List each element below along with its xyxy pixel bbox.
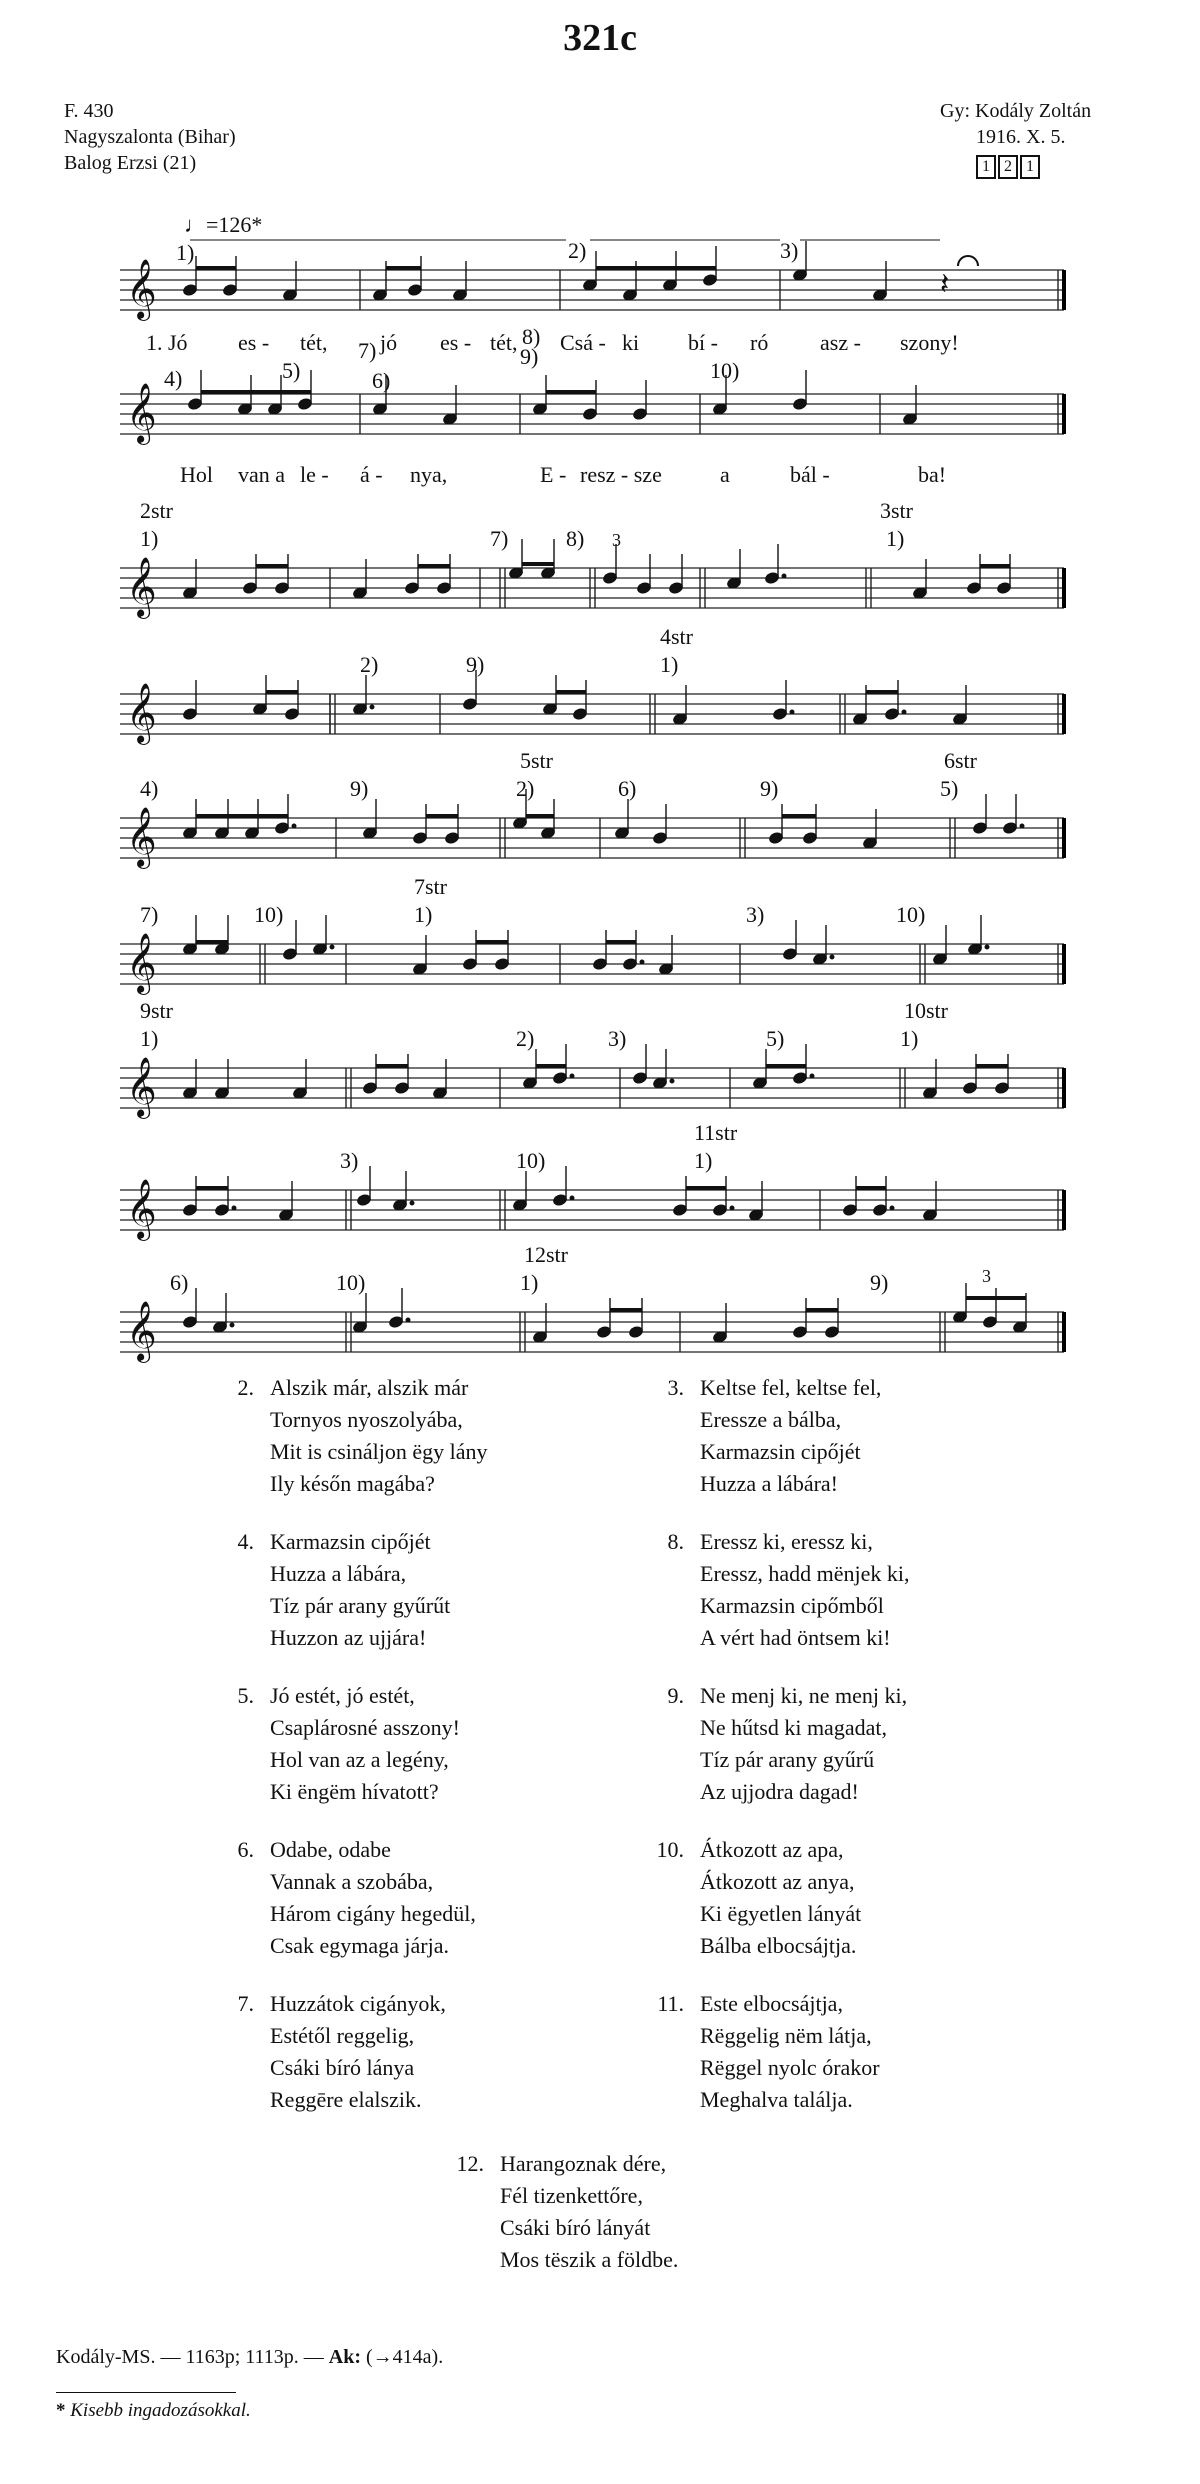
lyric-syllable: resz - sze [580, 462, 662, 487]
verse-line: Rëggelig nëm látja, [700, 2023, 872, 2048]
triplet-mark: 3 [612, 530, 621, 550]
lyric-syllable: 1. Jó [146, 330, 188, 355]
collection-date: 1916. X. 5. [976, 126, 1066, 148]
verse-line: Ki ëgyetlen lányát [700, 1901, 862, 1926]
collection-place: Nagyszalonta (Bihar) [64, 126, 236, 148]
final-bar [1062, 1068, 1066, 1108]
verse-line: Ki ëngëm hívatott? [270, 1779, 439, 1804]
verse-block [640, 1834, 1060, 1974]
variant-label: 6str [944, 748, 977, 773]
lyric-syllable: es - [238, 330, 270, 355]
verse-line: Keltse fel, keltse fel, [700, 1375, 882, 1400]
variant-label: 2str [140, 498, 173, 523]
lyric-syllable: Csá - [560, 330, 606, 355]
cadence-mark: 1 [1020, 155, 1040, 179]
verse-line: Jó estét, jó estét, [270, 1683, 415, 1708]
lyric-syllable: nya, [410, 462, 448, 487]
verse-line: Reggēre elalszik. [270, 2087, 422, 2112]
note-dot [410, 1201, 414, 1205]
performer: Balog Erzsi (21) [64, 152, 197, 174]
rest-icon: 𝄽 [940, 267, 950, 302]
cadence-mark: 2 [998, 155, 1018, 179]
section-mark: 9) [760, 776, 779, 801]
section-mark: 1) [520, 1270, 539, 1295]
section-mark: 1) [140, 526, 159, 551]
section-mark: 4) [140, 776, 159, 801]
verse-line: Tornyos nyoszolyába, [270, 1407, 463, 1432]
verse-line: Harangoznak dére, [500, 2151, 667, 2176]
note-dot [830, 955, 834, 959]
note-dot [1020, 824, 1024, 828]
section-mark: 6) [170, 1270, 189, 1295]
verse-line: Eressz, hadd mënjek ki, [700, 1561, 910, 1586]
note-dot [640, 960, 644, 964]
lyric-syllable: van a [238, 462, 286, 487]
verse-line: Ily későn magába? [270, 1471, 435, 1496]
section-mark: 1) [660, 652, 679, 677]
variant-label: 10str [904, 998, 948, 1023]
verse-line: Huzza a lábára! [700, 1471, 839, 1496]
lyric-syllable: bí - [688, 330, 718, 355]
treble-clef-icon: 𝄞 [126, 807, 157, 867]
staff-lines [120, 270, 1066, 1352]
section-mark: 2) [568, 238, 587, 263]
note-dot [230, 1323, 234, 1327]
collection-number: F. 430 [64, 100, 114, 122]
section-mark: 6) [618, 776, 637, 801]
section-mark: 1) [176, 240, 195, 265]
verse-line: Eressz ki, eressz ki, [700, 1529, 873, 1554]
final-bar [1062, 394, 1066, 434]
section-mark: 10) [254, 902, 284, 927]
verse-number: 4. [237, 1529, 254, 1554]
section-mark: 9) [466, 652, 485, 677]
verse-line: Csak egymaga járja. [270, 1933, 449, 1958]
section-mark: 5) [940, 776, 959, 801]
verse-line: Tíz pár arany gyűrűt [270, 1593, 451, 1618]
collector-info [940, 98, 1091, 179]
cadence-marks [940, 152, 1091, 179]
variant-label: 7str [414, 874, 447, 899]
verse-number: 6. [237, 1837, 254, 1862]
verse-line: Csáki bíró lányát [500, 2215, 651, 2240]
source-ak: Ak: [328, 2346, 362, 2368]
section-mark: 8) [566, 526, 585, 551]
verse-line: Átkozott az anya, [700, 1869, 855, 1894]
section-mark: 6) [372, 368, 391, 393]
note-dot [570, 1074, 574, 1078]
section-mark: 5) [282, 358, 301, 383]
section-mark: 2) [516, 1026, 535, 1051]
section-mark: 1) [900, 1026, 919, 1051]
note-dot [670, 1079, 674, 1083]
treble-clef-icon: 𝄞 [126, 933, 157, 993]
section-mark: 3) [608, 1026, 627, 1051]
section-mark: 7) [358, 338, 377, 363]
lyric-syllable: E - [540, 462, 567, 487]
treble-clef-icon: 𝄞 [126, 557, 157, 617]
section-mark: 10) [710, 358, 740, 383]
treble-clef-icon: 𝄞 [126, 1057, 157, 1117]
variant-label: 4str [660, 624, 693, 649]
section-mark: 5) [766, 1026, 785, 1051]
verse-line: Csaplárosné asszony! [270, 1715, 461, 1740]
section-mark: 3) [340, 1148, 359, 1173]
page-title: 321c [563, 17, 637, 59]
footnote-divider [56, 2392, 236, 2393]
verse-block [640, 1526, 1060, 1666]
verse-line: Hol van az a legény, [270, 1747, 449, 1772]
section-mark: 1) [140, 1026, 159, 1051]
verse-number: 8. [667, 1529, 684, 1554]
verse-line: Tíz pár arany gyűrű [700, 1747, 875, 1772]
verse-line: A vért had öntsem ki! [700, 1625, 891, 1650]
section-mark: 9) [520, 344, 539, 369]
section-mark: 9) [350, 776, 369, 801]
variant-label: 9str [140, 998, 173, 1023]
section-mark: 7) [140, 902, 159, 927]
note-dot [730, 1206, 734, 1210]
section-mark: 10) [896, 902, 926, 927]
section-mark: 3) [780, 238, 799, 263]
note-dot [810, 1074, 814, 1078]
verse-line: Bálba elbocsájtja. [700, 1933, 857, 1958]
footnote [56, 2400, 251, 2422]
lyric-syllable: es - [440, 330, 472, 355]
final-bar [1062, 1312, 1066, 1352]
lyric-syllable: á - [360, 462, 383, 487]
note-dot [292, 824, 296, 828]
variant-label: 12str [524, 1242, 568, 1267]
verse-line: Karmazsin cipőmből [700, 1593, 884, 1618]
verse-block [640, 1988, 1060, 2128]
verse-line: Mos tëszik a földbe. [500, 2247, 679, 2272]
section-mark: 1) [886, 526, 905, 551]
verse-block [210, 1680, 630, 1820]
note-dot [985, 945, 989, 949]
verse-line: Rëggel nyolc órakor [700, 2055, 880, 2080]
verse-line: Meghalva találja. [700, 2087, 853, 2112]
note-dot [370, 705, 374, 709]
verse-line: Átkozott az apa, [700, 1837, 844, 1862]
lyric-syllable: tét, [300, 330, 328, 355]
verse-number: 2. [237, 1375, 254, 1400]
final-bar [1062, 270, 1066, 310]
lyric-syllable: bál - [790, 462, 830, 487]
verse-line: Csáki bíró lánya [270, 2055, 415, 2080]
collector: Gy: Kodály Zoltán [940, 100, 1092, 122]
verse-block [210, 1526, 630, 1666]
lyric-syllable: ki [622, 330, 640, 355]
verse-line: Három cigány hegedül, [270, 1901, 476, 1926]
variant-label: 11str [694, 1120, 738, 1145]
lyric-syllable: szony! [900, 330, 959, 355]
source-text: Kodály-MS. — 1163p; 1113p. — [56, 2346, 329, 2368]
final-bar [1062, 818, 1066, 858]
note-dot [330, 945, 334, 949]
final-bar [1062, 1190, 1066, 1230]
verse-line: Eressze a bálba, [700, 1407, 842, 1432]
verse-number: 11. [657, 1991, 684, 2016]
verse-block [210, 1834, 630, 1974]
verse-number: 9. [667, 1683, 684, 1708]
verse-line: Karmazsin cipőjét [270, 1529, 431, 1554]
verse-number: 3. [667, 1375, 684, 1400]
section-mark: 2) [516, 776, 535, 801]
verse-line: Fél tizenkettőre, [500, 2183, 643, 2208]
verse-line: Ne hűtsd ki magadat, [700, 1715, 887, 1740]
treble-clef-icon: 𝄞 [126, 259, 157, 319]
final-bar [1062, 568, 1066, 608]
verse-line: Alszik már, alszik már [270, 1375, 469, 1400]
verse-block [640, 1680, 1060, 1820]
source-ref: (→414a). [361, 2346, 444, 2368]
source-reference [56, 2346, 443, 2369]
verse-line: Mit is csináljon ëgy lány [270, 1439, 488, 1464]
verse-line: Ne menj ki, ne menj ki, [700, 1683, 908, 1708]
note-dot [790, 710, 794, 714]
verse-line: Huzza a lábára, [270, 1561, 407, 1586]
lyric-syllable: le - [300, 462, 329, 487]
note-dot [782, 574, 786, 578]
footnote-star: * [56, 2400, 66, 2421]
note-dot [890, 1206, 894, 1210]
verse-number: 7. [237, 1991, 254, 2016]
treble-clef-icon: 𝄞 [126, 383, 157, 443]
note-dot [232, 1206, 236, 1210]
section-mark: 1) [414, 902, 433, 927]
lyric-syllable: ba! [918, 462, 947, 487]
final-bar [1062, 944, 1066, 984]
lyric-syllable: jó [380, 330, 398, 355]
lyric-syllable: ró [750, 330, 769, 355]
section-mark: 1) [694, 1148, 713, 1173]
lyric-syllable: Hol [180, 462, 213, 487]
verse-line: Az ujjodra dagad! [700, 1779, 859, 1804]
section-mark: 7) [490, 526, 509, 551]
section-mark: 10) [516, 1148, 546, 1173]
verse-line: Este elbocsájtja, [700, 1991, 843, 2016]
lyric-syllable: a [720, 462, 730, 487]
verse-line: Huzzon az ujjára! [270, 1625, 427, 1650]
lyric-syllable: tét, [490, 330, 518, 355]
verse-line: Estétől reggelig, [270, 2023, 415, 2048]
note-dot [902, 710, 906, 714]
verse-block [210, 1372, 630, 1512]
variant-label: 3str [880, 498, 913, 523]
cadence-mark: 1 [976, 155, 996, 179]
note-dot [406, 1318, 410, 1322]
footnote-text: Kisebb ingadozásokkal. [65, 2400, 251, 2421]
fermata-icon [958, 256, 978, 266]
verse-line: Vannak a szobába, [270, 1869, 434, 1894]
verse-number: 5. [237, 1683, 254, 1708]
verse-number: 10. [656, 1837, 684, 1862]
treble-clef-icon: 𝄞 [126, 1301, 157, 1361]
section-mark: 10) [336, 1270, 366, 1295]
collection-info [64, 98, 236, 176]
treble-clef-icon: 𝄞 [126, 683, 157, 743]
section-mark: 2) [360, 652, 379, 677]
lyric-syllable: asz - [820, 330, 861, 355]
verse-line: Odabe, odabe [270, 1837, 391, 1862]
notes [182, 240, 1027, 1344]
verse-line: Karmazsin cipőjét [700, 1439, 861, 1464]
section-mark: 9) [870, 1270, 889, 1295]
treble-clef-icon: 𝄞 [126, 1179, 157, 1239]
section-mark: 4) [164, 366, 183, 391]
tempo-marking: ♩=126* [184, 212, 263, 237]
note-dot [570, 1196, 574, 1200]
verse-block [440, 2148, 860, 2288]
section-mark: 8) [522, 324, 541, 349]
triplet-mark: 3 [982, 1266, 991, 1286]
verse-number: 12. [456, 2151, 484, 2176]
verse-line: Huzzátok cigányok, [270, 1991, 446, 2016]
verse-block [210, 1988, 630, 2128]
final-bar [1062, 694, 1066, 734]
verse-block [640, 1372, 1060, 1512]
music-score [0, 200, 1200, 1361]
section-mark: 3) [746, 902, 765, 927]
variant-label: 5str [520, 748, 553, 773]
